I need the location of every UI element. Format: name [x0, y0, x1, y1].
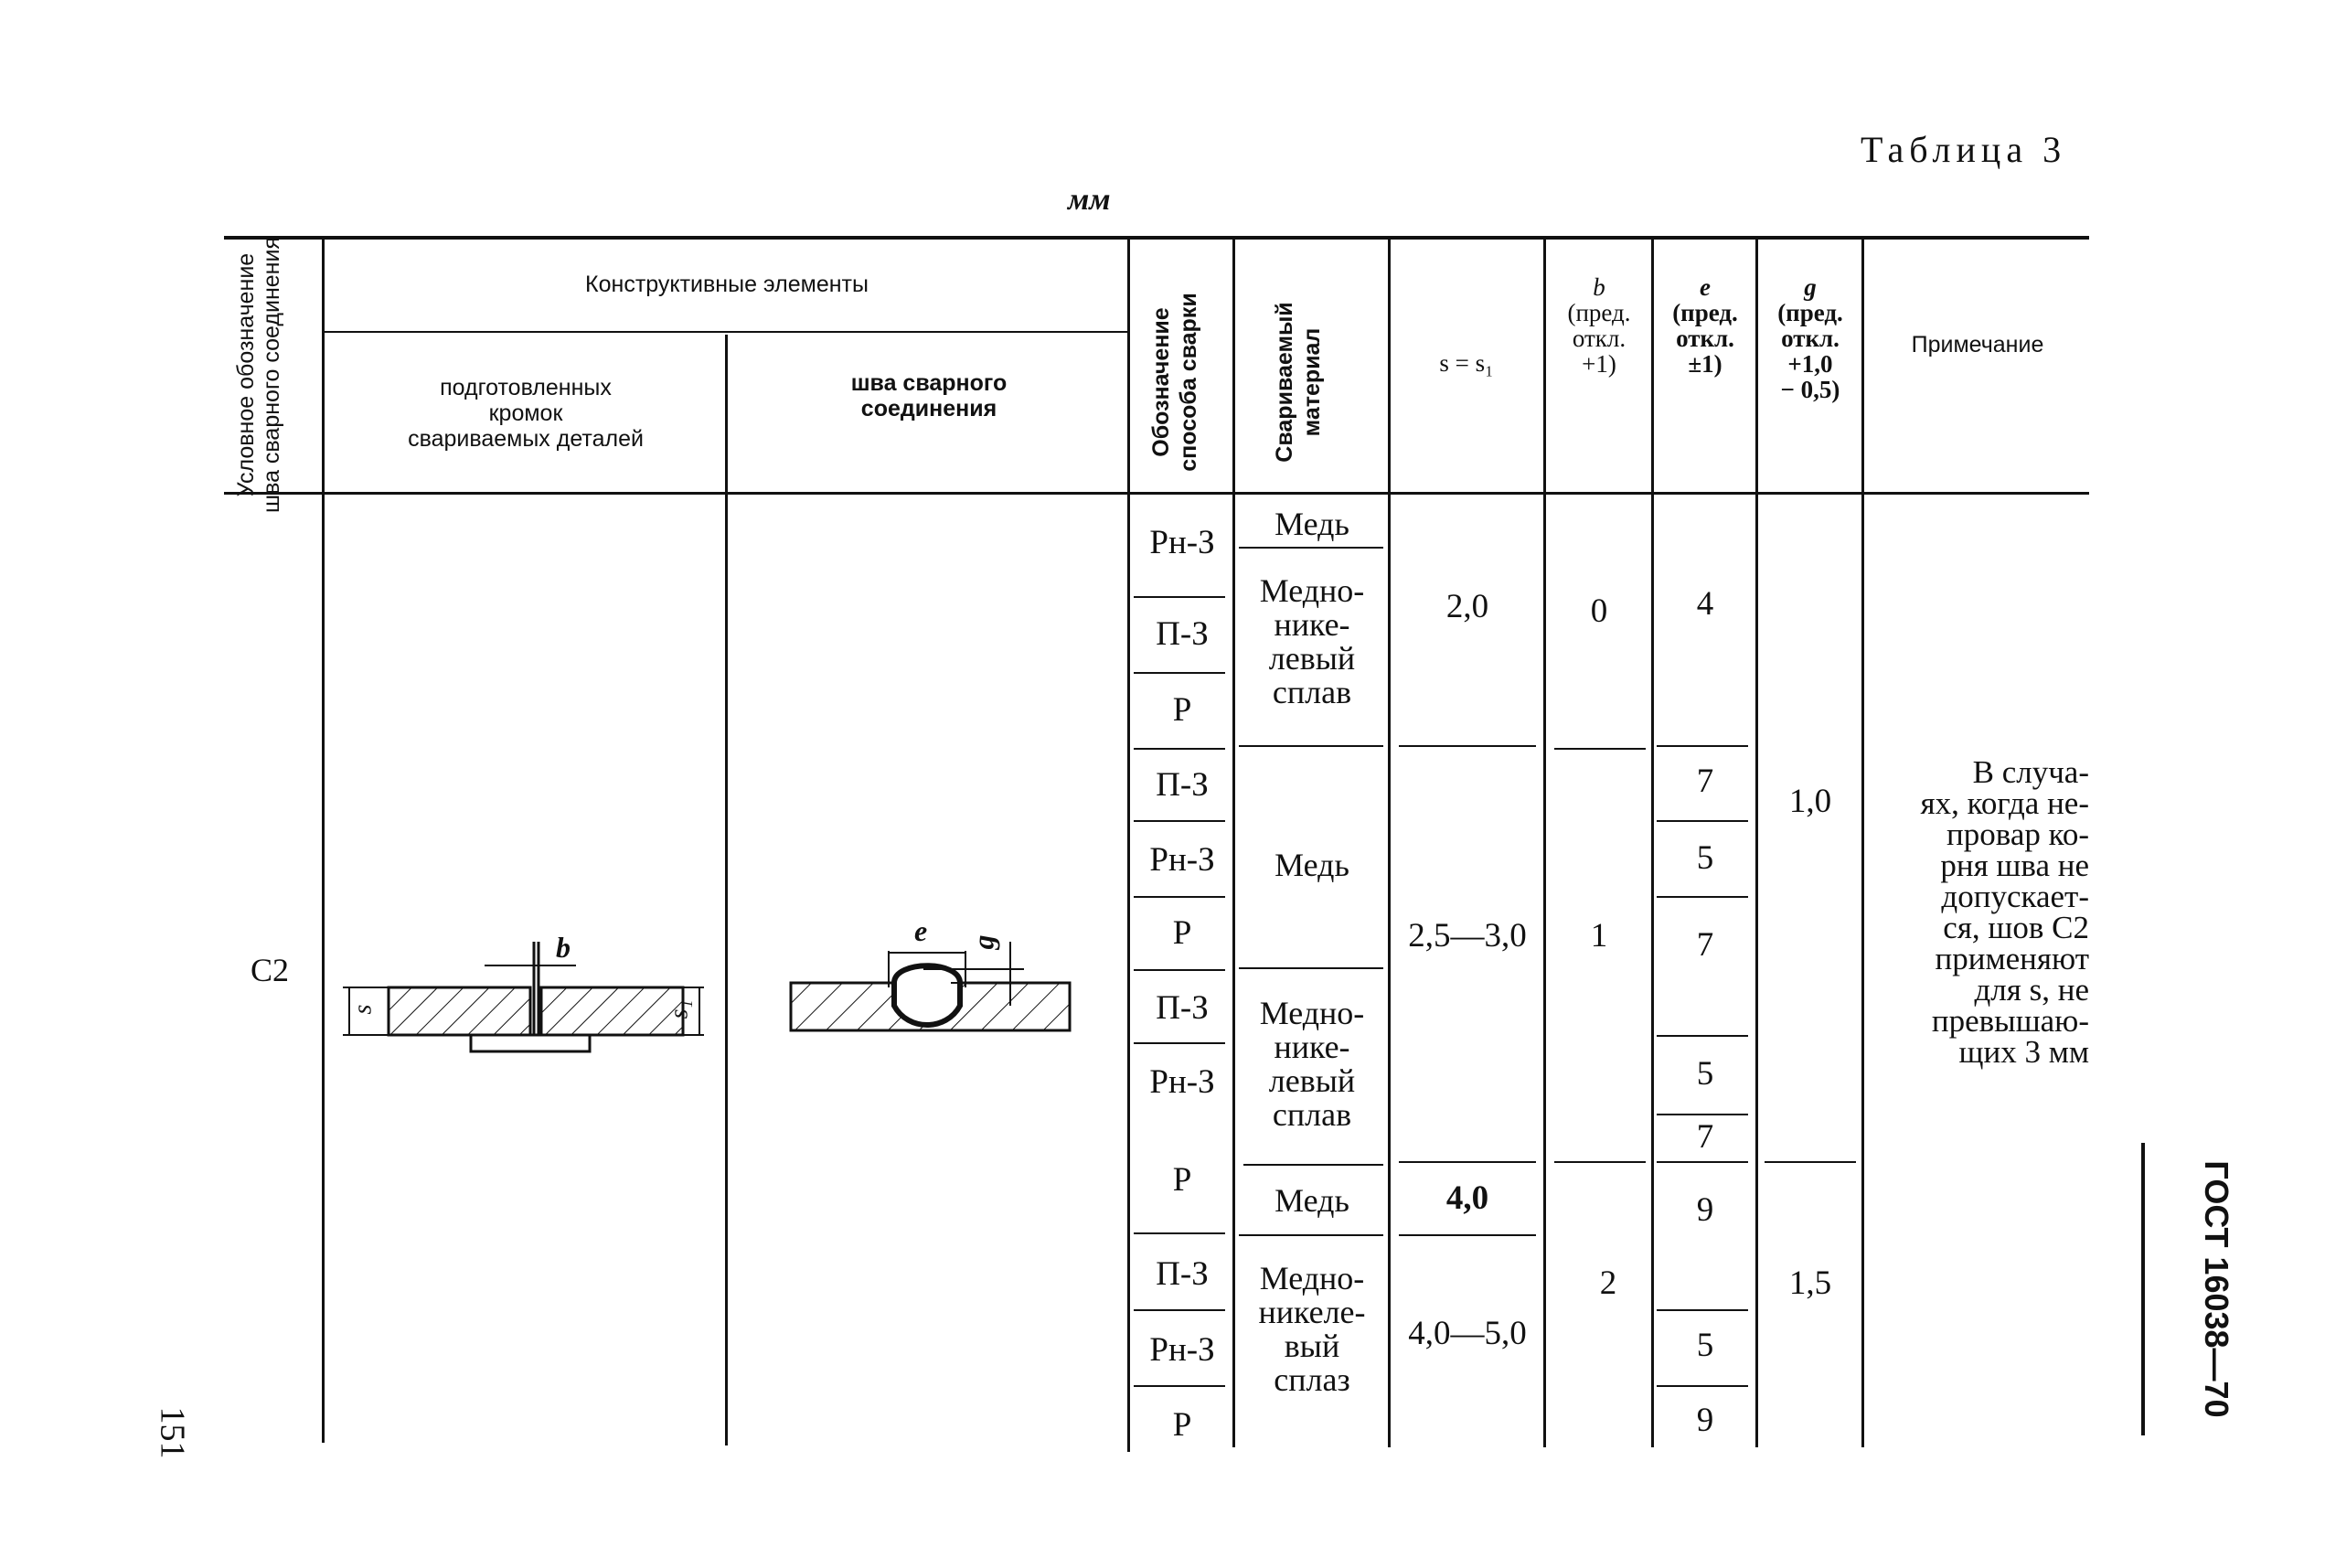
note-line: превышаю- — [1931, 1003, 2089, 1039]
method-header-line: Обозначение — [1148, 307, 1174, 457]
col-divider-6 — [1543, 236, 1546, 1447]
table-title: Таблица 3 — [1861, 129, 2067, 170]
material-line: левый — [1268, 640, 1356, 677]
note-line: рня шва не — [1940, 848, 2089, 883]
method-cell: Р — [1172, 691, 1192, 729]
note-text — [1865, 754, 2089, 1070]
method-row-line — [1134, 596, 1225, 598]
material-line: никеле- — [1258, 1294, 1366, 1330]
material-line: левый — [1268, 1062, 1356, 1099]
thickness-cell: 4,0—5,0 — [1408, 1315, 1527, 1352]
material-cell: Медь — [1274, 1182, 1349, 1219]
material-cell — [1234, 997, 1390, 1132]
material-row-line — [1239, 1234, 1383, 1236]
weld-designation: С2 — [250, 952, 289, 988]
material-line: нике- — [1274, 1029, 1350, 1065]
units-label: мм — [1068, 183, 1111, 217]
material-header-line: Свариваемый — [1272, 302, 1297, 463]
b-header-line: откл. — [1572, 325, 1626, 352]
e-row-line — [1657, 1309, 1748, 1311]
page-number: 151 — [153, 1406, 192, 1459]
col-header-prepared-edges — [325, 375, 727, 452]
material-line: Медно- — [1259, 1260, 1365, 1296]
method-row-line — [1134, 672, 1225, 674]
material-cell: Медь — [1274, 506, 1349, 542]
e-value-cell: 9 — [1696, 1402, 1714, 1439]
e-header-line: ±1) — [1688, 350, 1722, 378]
g-header-line: откл. — [1781, 325, 1840, 352]
method-row-line — [1134, 969, 1225, 971]
method-cell: Р — [1172, 914, 1192, 952]
prepared-edges-line: свариваемых деталей — [408, 426, 644, 452]
g-header-line: − 0,5) — [1780, 376, 1840, 403]
e-header-line: откл. — [1676, 325, 1734, 352]
method-row-line — [1134, 1042, 1225, 1044]
method-cell: П-З — [1156, 766, 1209, 804]
e-value-cell: 7 — [1696, 926, 1714, 964]
thickness-cell: 2,5—3,0 — [1408, 917, 1527, 955]
e-row-line — [1657, 1385, 1748, 1387]
material-cell — [1234, 1262, 1390, 1397]
b-value-cell: 0 — [1590, 592, 1608, 630]
g-row-line — [1765, 1161, 1856, 1163]
col-header-designation: Условное обозначение шва сварного соединения — [233, 237, 284, 513]
col-header-material — [1271, 263, 1335, 501]
b-value-cell: 1 — [1590, 917, 1608, 955]
e-value-cell: 7 — [1696, 1118, 1714, 1156]
col-header-note: Примечание — [1911, 332, 2044, 357]
e-value-cell: 5 — [1696, 1327, 1714, 1364]
method-row-line — [1134, 820, 1225, 822]
thickness-row-line — [1399, 1161, 1536, 1163]
b-symbol: b — [1593, 273, 1605, 301]
g-header-line: (пред. — [1777, 299, 1843, 326]
b-row-line — [1554, 1161, 1646, 1163]
method-cell: Рн-З — [1149, 1331, 1215, 1369]
col-header-e — [1653, 274, 1757, 377]
method-cell: Р — [1172, 1406, 1192, 1444]
thickness-cell: 4,0 — [1445, 1179, 1489, 1217]
method-cell: Рн-З — [1149, 841, 1215, 879]
material-line: нике- — [1274, 606, 1350, 643]
bead-height-g-label: g — [966, 934, 1000, 950]
g-value-cell: 1,0 — [1788, 783, 1832, 820]
note-line: ях, когда не- — [1920, 785, 2089, 821]
weld-seam-drawing — [786, 914, 1079, 1051]
e-row-line — [1657, 1161, 1748, 1163]
thickness-s-label: s — [348, 1004, 378, 1015]
e-value-cell: 7 — [1696, 763, 1714, 800]
material-row-line — [1239, 967, 1383, 969]
thickness-row-line — [1399, 745, 1536, 747]
method-header-line: способа сварки — [1176, 293, 1201, 472]
prepared-edges-line: подготовленных — [440, 375, 612, 400]
note-line: провар ко- — [1946, 816, 2089, 852]
thickness-s1-label: s₁ — [665, 999, 694, 1019]
standard-underline — [2141, 1143, 2145, 1435]
material-header-line: материал — [1299, 327, 1325, 437]
thickness-row-line — [1399, 1234, 1536, 1236]
material-cell: Медь — [1274, 847, 1349, 883]
note-line: допускает- — [1941, 879, 2089, 914]
material-line: Медно- — [1259, 995, 1365, 1031]
prepared-edges-drawing — [329, 914, 713, 1079]
material-line: Медно- — [1259, 572, 1365, 609]
material-row-line — [1243, 1164, 1383, 1166]
header-subdivider — [325, 331, 1129, 333]
method-cell: П-З — [1156, 989, 1209, 1027]
e-row-line — [1657, 1114, 1748, 1115]
b-value-cell: 2 — [1599, 1264, 1617, 1302]
e-symbol: e — [1700, 273, 1711, 301]
b-header-line: (пред. — [1567, 299, 1631, 326]
prepared-edges-line: кромок — [488, 400, 563, 426]
method-row-line — [1134, 896, 1225, 898]
g-value-cell: 1,5 — [1788, 1264, 1832, 1302]
weld-seam-line: соединения — [860, 396, 997, 421]
e-value-cell: 4 — [1696, 585, 1714, 623]
thickness-cell: 2,0 — [1445, 588, 1489, 625]
gap-b-label: b — [556, 931, 571, 964]
col-header-g — [1757, 274, 1863, 402]
b-header-line: +1) — [1582, 350, 1616, 378]
note-line: В случа- — [1972, 754, 2089, 790]
e-header-line: (пред. — [1672, 299, 1738, 326]
g-symbol: g — [1804, 273, 1817, 301]
method-row-line — [1134, 1385, 1225, 1387]
material-row-line — [1239, 745, 1383, 747]
method-cell: Рн-З — [1149, 1063, 1215, 1101]
method-cell: П-З — [1156, 1255, 1209, 1293]
bead-width-e-label: e — [914, 914, 928, 947]
standard-code: ГОСТ 16038—70 — [2198, 1160, 2235, 1418]
col-header-constructive: Конструктивные элементы — [585, 272, 869, 297]
material-cell — [1234, 574, 1390, 709]
material-line: сплав — [1272, 674, 1352, 710]
material-line: сплав — [1272, 1096, 1352, 1133]
material-line: вый — [1284, 1328, 1340, 1364]
g-header-line: +1,0 — [1787, 350, 1833, 378]
e-row-line — [1657, 1035, 1748, 1037]
e-row-line — [1657, 745, 1748, 747]
note-line: ся, шов С2 — [1943, 910, 2089, 945]
method-cell: Р — [1172, 1161, 1192, 1199]
method-row-line — [1134, 1232, 1225, 1234]
col-header-b — [1545, 274, 1653, 377]
e-value-cell: 5 — [1696, 839, 1714, 877]
e-row-line — [1657, 820, 1748, 822]
col-divider-2 — [725, 335, 728, 1445]
method-row-line — [1134, 1309, 1225, 1311]
note-line: для s, не — [1974, 972, 2089, 1008]
material-line: сплаз — [1274, 1361, 1350, 1398]
material-row-line — [1239, 547, 1383, 549]
e-value-cell: 9 — [1696, 1191, 1714, 1229]
weld-seam-line: шва сварного — [850, 370, 1008, 396]
method-cell: П-З — [1156, 615, 1209, 653]
col-header-weld-seam — [728, 370, 1130, 421]
b-row-line — [1554, 748, 1646, 750]
note-line: щих 3 мм — [1958, 1034, 2089, 1070]
method-row-line — [1134, 748, 1225, 750]
note-line: применяют — [1935, 941, 2089, 976]
col-header-thickness: s = s₁ — [1439, 349, 1494, 377]
table-top-border — [224, 236, 2089, 240]
col-header-method — [1147, 263, 1211, 501]
e-row-line — [1657, 896, 1748, 898]
method-cell: Рн-З — [1149, 524, 1215, 561]
e-value-cell: 5 — [1696, 1055, 1714, 1093]
